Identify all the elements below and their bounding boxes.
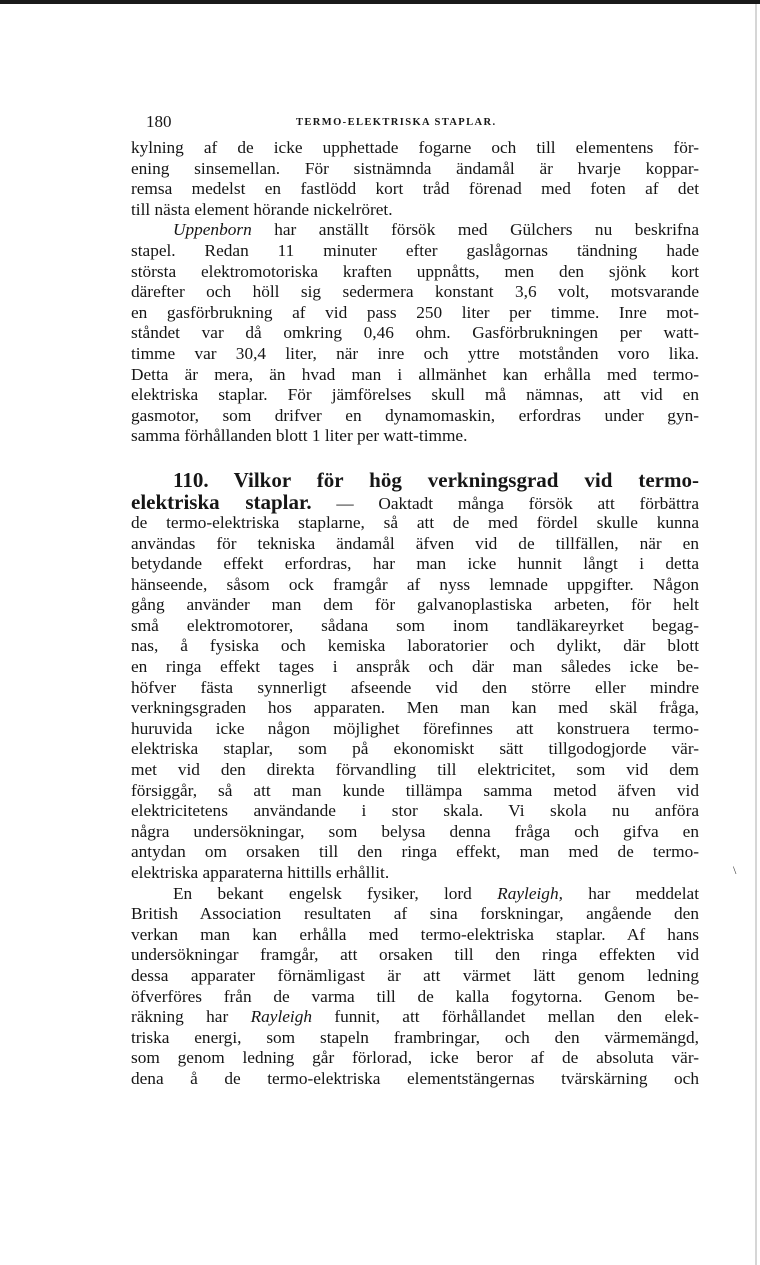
text-line: gasmotor, som drifver en dynamomaskin, erfordras under gyn- [131,405,699,425]
text-line: dessa apparater förnämligast är att värmet lätt genom ledning [131,965,699,985]
text-line [131,1007,699,1028]
text-line: höfver fästa synnerligt afseende vid den större eller mindre [131,677,699,697]
text-line: nas, å fysiska och kemiska laboratorier och dylikt, där blott [131,636,699,656]
text-line: elektriska apparaterna hittills erhållit. [131,863,390,882]
person-name-rayleigh: Rayleigh, [497,883,563,903]
text-line: samma förhållanden blott 1 liter per watt-timme. [131,426,468,446]
text-line: största elektromotoriska kraften uppnåtts, men den sjönk kort [131,261,699,281]
text-line: antydan om orsaken till den ringa effekt, man med de termo- [131,842,699,862]
text-line: användas för tekniska ändamål äfven vid de tillfällen, när en [131,533,699,553]
running-head [131,112,699,138]
text-line: met vid den direkta förvandling till elektricitet, som vid dem [131,760,699,780]
section-title: Vilkor för hög verkningsgrad vid termo- [233,467,699,492]
text-line: öfverföres från de varma till de kalla fogytorna. Genom be- [131,986,699,1006]
text-run: har meddelat [588,883,699,903]
text-line: till nästa element hörande nickelröret. [131,199,393,219]
text-line: verkan man kan erhålla med termo-elektriska staplar. Af hans [131,924,699,944]
text-line: elektriska staplar, som på ekonomiskt sätt tillgodogjorde vär- [131,739,699,759]
section-heading [131,469,699,491]
text-line [131,884,699,905]
text-line: små elektromotorer, sådana som inom tandläkareyrket begag- [131,615,699,635]
text-line: triska energi, som stapeln frambringar, och den värmemängd, [131,1027,699,1047]
page-number: 180 [146,112,172,131]
text-line: huruvida icke någon möjlighet förefinnes att konstruera termo- [131,718,699,738]
text-line: betydande effekt erfordras, har man icke hunnit långt i detta [131,554,699,574]
text-run: — Oaktadt många försök att förbättra [336,493,699,513]
text-line [131,220,699,241]
text-line: en gasförbrukning af vid pass 250 liter per timme. Inre mot- [131,302,699,322]
person-name-uppenborn: Uppenborn [173,220,252,240]
text-line: hänseende, såsom ock framgår af nyss lemnade uppgifter. Någon [131,574,699,594]
text-line: som genom ledning går förlorad, icke beror af de absoluta vär- [131,1048,699,1068]
text-line: remsa medelst en fastlödd kort tråd förenad med foten af det [131,179,699,199]
text-line: British Association resultaten af sina forskningar, angående den [131,904,699,924]
section-heading-continued [131,491,699,513]
paragraph-4 [131,884,699,1090]
right-border [755,4,757,1265]
text-line: undersökningar framgår, att orsaken till den ringa effekten vid [131,945,699,965]
text-line: dena å de termo-elektriska elementstängernas tvärskärning och [131,1068,699,1088]
margin-mark: \ [733,863,737,877]
text-line: några undersökningar, som belysa denna fråga och gifva en [131,821,699,841]
person-name-rayleigh: Rayleigh [250,1007,312,1027]
text-line: verkningsgraden hos apparaten. Men man kan med skäl fråga, [131,698,699,718]
text-line: försiggår, så att man kunde tillämpa samma metod äfven vid [131,780,699,800]
text-line: därefter och höll sig sedermera konstant 3,6 volt, motsvarande [131,282,699,302]
text-line: timme var 30,4 liter, när inre och yttre motstånden voro lika. [131,343,699,363]
text-line: elektricitetens användande i stor skala. Vi skola nu anföra [131,801,699,821]
section-title-cont: elektriska staplar. [131,489,312,514]
section-number: 110. [173,467,209,492]
text-run: En bekant engelsk fysiker, lord [173,883,472,903]
section-110 [131,469,699,884]
text-run: funnit, att förhållandet mellan den elek- [334,1007,699,1027]
top-border [0,0,760,4]
book-page [131,112,699,1090]
text-line: de termo-elektriska staplarne, så att de med fördel skulle kunna [131,512,699,532]
paragraph-1 [131,138,699,220]
text-line: elektriska staplar. För jämförelses skull må nämnas, att vid en [131,385,699,405]
running-title: TERMO-ELEKTRISKA STAPLAR. [296,117,497,128]
text-line: ståndet var då omkring 0,46 ohm. Gasförbrukningen per watt- [131,323,699,343]
text-line: Detta är mera, än hvad man i allmänhet kan erhålla med termo- [131,364,699,384]
text-line: stapel. Redan 11 minuter efter gaslågornas tändning hade [131,240,699,260]
text-line: kylning af de icke upphettade fogarne och till elementens för- [131,138,699,157]
text-run: har anställt försök med Gülchers nu beskrifna [274,220,699,240]
text-line: en ringa effekt tages i anspråk och där man således icke be- [131,657,699,677]
text-run: räkning har [131,1007,229,1027]
paragraph-2 [131,220,699,447]
text-line: gång använder man dem för galvanoplastiska arbeten, för helt [131,595,699,615]
text-line: ening sinsemellan. För sistnämnda ändamål är hvarje koppar- [131,158,699,178]
